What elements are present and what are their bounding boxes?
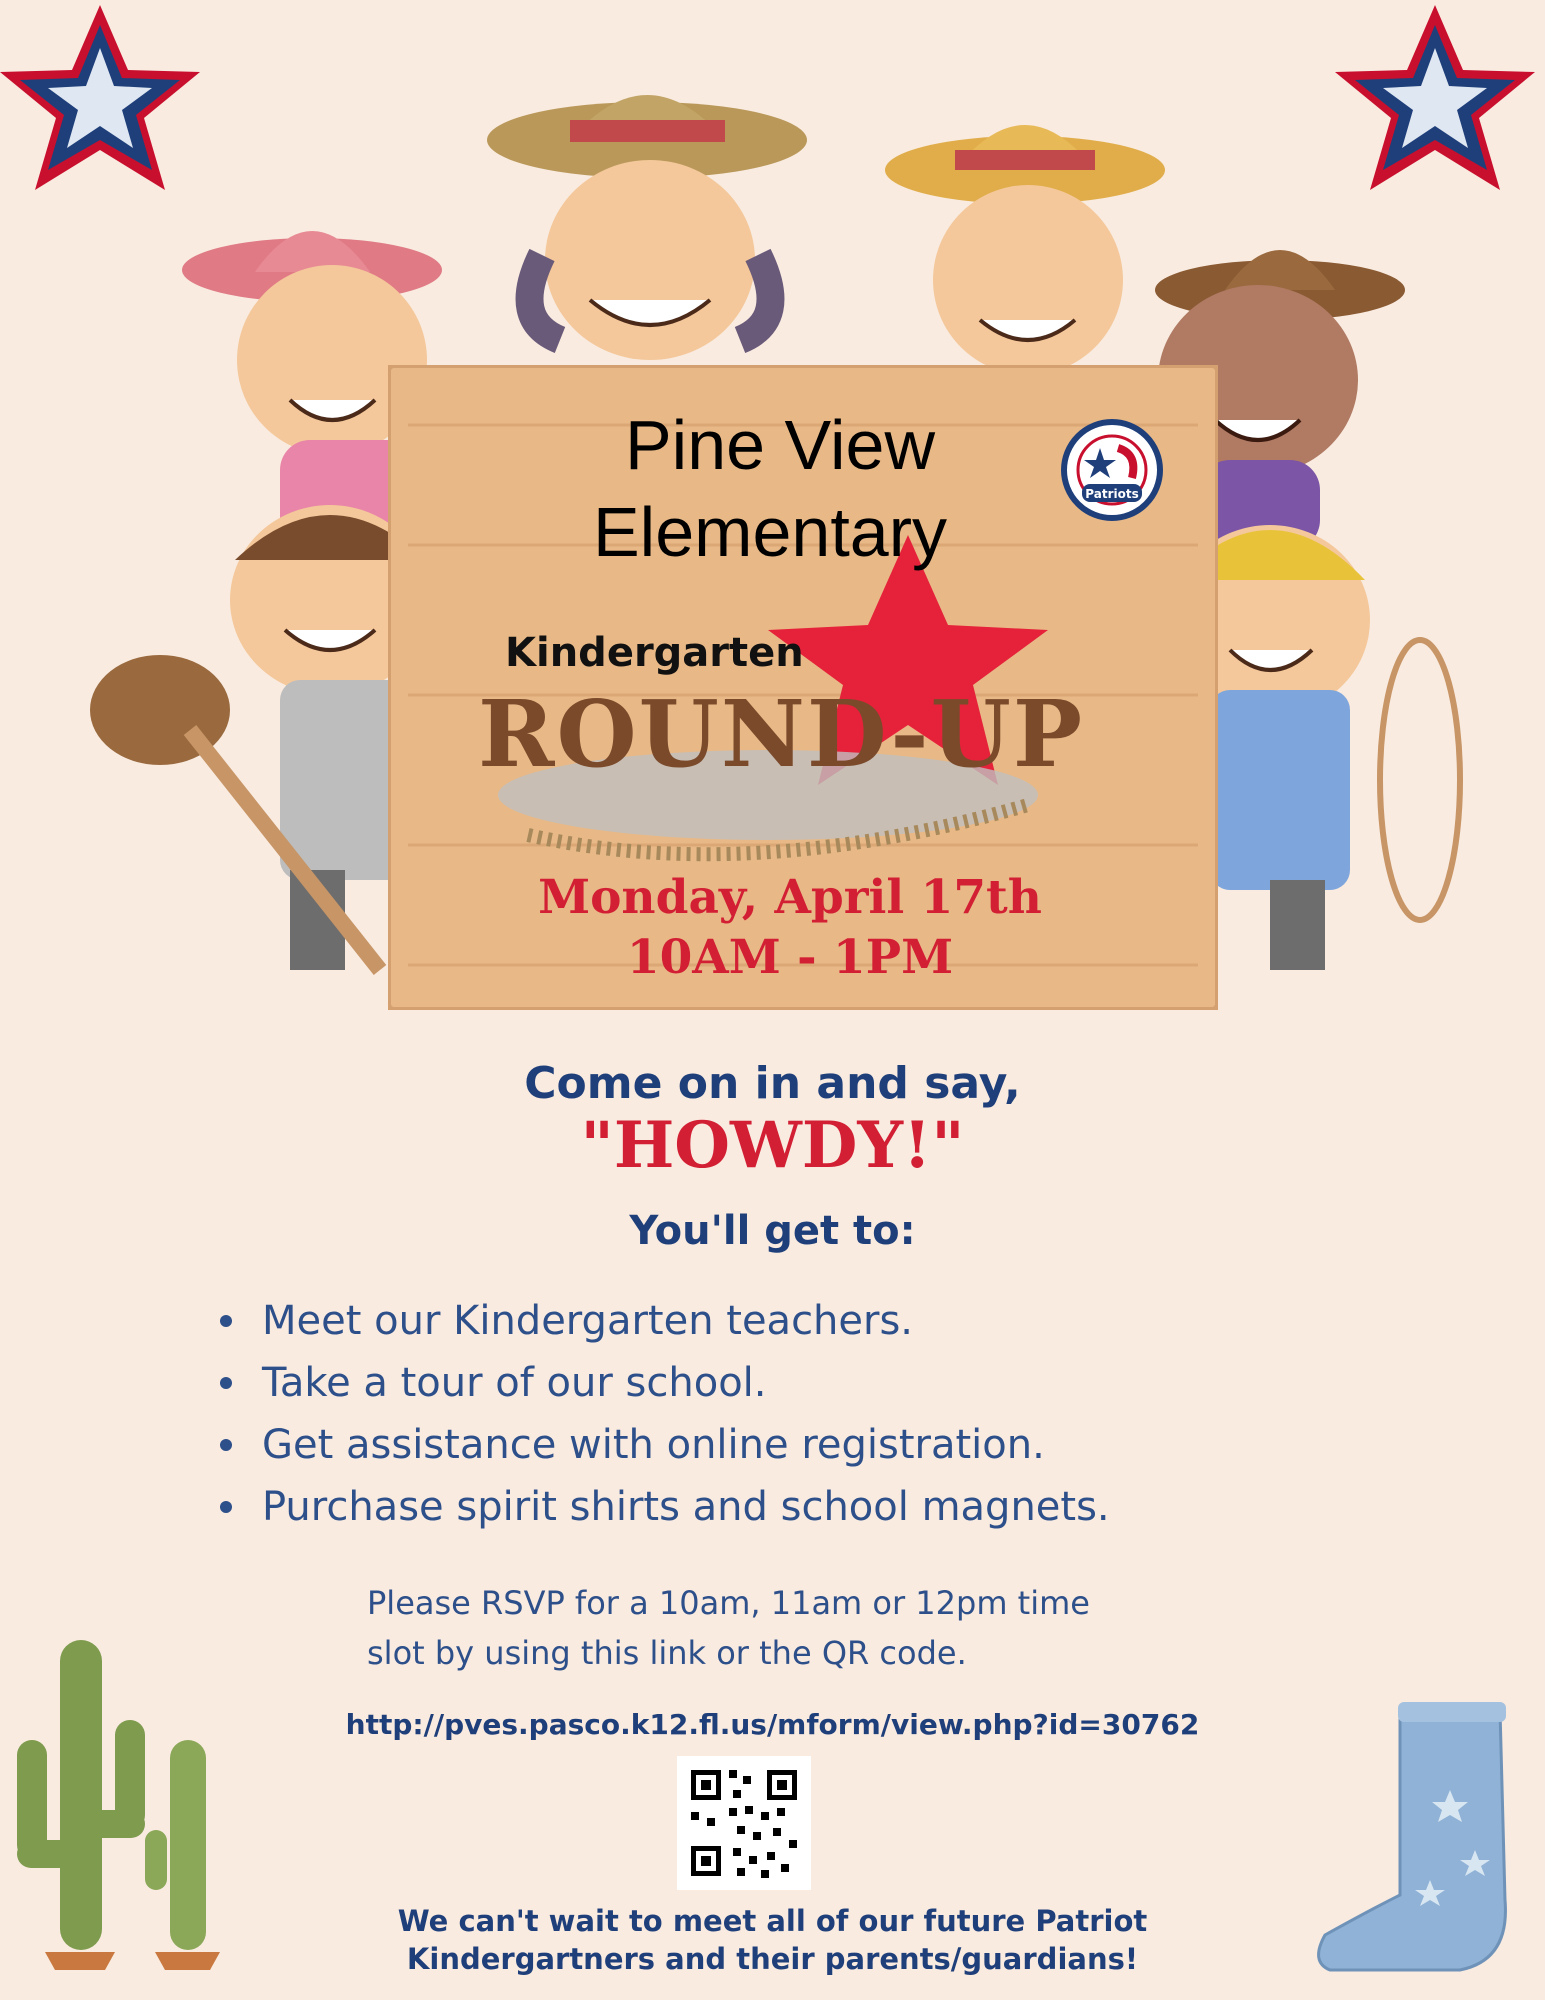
closing-line2: Kindergartners and their parents/guardians! <box>406 1942 1139 1976</box>
qr-code-icon[interactable] <box>677 1756 811 1890</box>
rsvp-text <box>367 1578 1217 1678</box>
event-time: 10AM - 1PM <box>626 930 954 985</box>
rsvp-line1: Please RSVP for a 10am, 11am or 12pm time <box>367 1584 1090 1622</box>
come-on-in-text: Come on in and say, <box>524 1058 1021 1109</box>
closing-line1: We can't wait to meet all of our future Patriot <box>397 1904 1148 1938</box>
rsvp-link[interactable]: http://pves.pasco.k12.fl.us/mform/view.php?id=30762 <box>345 1708 1200 1741</box>
list-item: Take a tour of our school. <box>220 1352 1110 1414</box>
list-item: Purchase spirit shirts and school magnets. <box>220 1476 1110 1538</box>
rsvp-line2: slot by using this link or the QR code. <box>367 1634 967 1672</box>
school-logo-text: Patriots <box>1085 487 1139 501</box>
youll-get-to-text: You'll get to: <box>629 1208 916 1254</box>
cactus-icon <box>5 1630 225 1970</box>
school-name-line2: Elementary <box>592 493 948 571</box>
kindergarten-heading: Kindergarten <box>505 630 804 676</box>
cowboy-boot-icon <box>1310 1700 1535 1990</box>
howdy-text: "HOWDY!" <box>580 1108 965 1183</box>
roundup-heading: ROUND-UP <box>478 680 1085 788</box>
school-name-line1: Pine View <box>624 406 935 484</box>
activity-list <box>220 1290 1110 1538</box>
list-item: Meet our Kindergarten teachers. <box>220 1290 1110 1352</box>
list-item: Get assistance with online registration. <box>220 1414 1110 1476</box>
event-date: Monday, April 17th <box>538 870 1042 925</box>
